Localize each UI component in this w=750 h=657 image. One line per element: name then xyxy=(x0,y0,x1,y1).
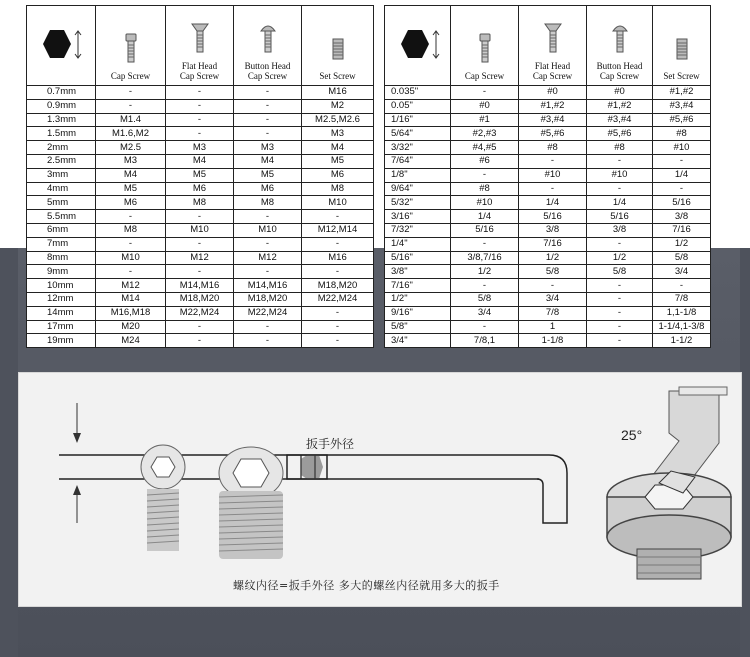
table-row xyxy=(385,113,711,127)
button-head-screw-icon xyxy=(259,23,277,53)
screw-size-cell: - xyxy=(587,154,653,168)
table-row xyxy=(27,113,374,127)
screw-size-cell: - xyxy=(166,127,234,141)
screw-size-cell: #10 xyxy=(653,141,711,155)
hex-size-cell: 5/64" xyxy=(385,127,451,141)
screw-size-cell: - xyxy=(96,99,166,113)
screw-size-cell: #1 xyxy=(451,113,519,127)
imperial-size-table xyxy=(384,5,711,348)
header-label: Set Screw xyxy=(319,71,356,81)
header-label-line2: Cap Screw xyxy=(532,71,573,81)
screw-size-cell: 1/4 xyxy=(451,210,519,224)
table-row xyxy=(385,154,711,168)
screw-size-cell: - xyxy=(234,113,302,127)
screw-size-cell: 3/8,7/16 xyxy=(451,251,519,265)
table-header-row xyxy=(385,6,711,86)
screw-size-cell: #10 xyxy=(451,196,519,210)
table-row xyxy=(27,141,374,155)
imperial-table-body xyxy=(385,86,711,348)
screw-size-cell: 1-1/8 xyxy=(519,334,587,348)
screw-size-cell: M3 xyxy=(302,127,374,141)
screw-size-cell: - xyxy=(302,210,374,224)
table-row xyxy=(385,99,711,113)
screw-size-cell: 1/2 xyxy=(451,265,519,279)
screw-size-cell: #5,#6 xyxy=(519,127,587,141)
hex-size-cell: 7/64" xyxy=(385,154,451,168)
screw-size-cell: 5/8 xyxy=(653,251,711,265)
screw-size-cell: M4 xyxy=(96,168,166,182)
header-cap-screw xyxy=(96,6,166,86)
header-label-line1: Button Head xyxy=(244,61,291,71)
table-row xyxy=(27,99,374,113)
screw-size-cell: #5,#6 xyxy=(653,113,711,127)
screw-size-cell: #1,#2 xyxy=(519,99,587,113)
screw-size-cell: #8 xyxy=(653,127,711,141)
hex-size-cell: 7/16" xyxy=(385,279,451,293)
screw-size-cell: #0 xyxy=(451,99,519,113)
usage-diagram-panel xyxy=(18,372,742,607)
screw-size-cell: 5/16 xyxy=(519,210,587,224)
hex-size-cell: 10mm xyxy=(27,279,96,293)
hex-size-cell: 9/16" xyxy=(385,306,451,320)
screw-size-cell: M5 xyxy=(302,154,374,168)
table-row xyxy=(27,223,374,237)
screw-size-cell: M10 xyxy=(96,251,166,265)
hex-key-icon xyxy=(397,28,443,64)
screw-size-cell: 7/16 xyxy=(653,223,711,237)
screw-size-cell: - xyxy=(587,292,653,306)
screw-size-cell: M22,M24 xyxy=(302,292,374,306)
screw-size-cell: 1/4 xyxy=(587,196,653,210)
angled-wrench-illustration xyxy=(607,387,731,579)
hex-size-cell: 7/32" xyxy=(385,223,451,237)
screw-size-cell: M6 xyxy=(96,196,166,210)
table-row xyxy=(27,127,374,141)
screw-size-cell: - xyxy=(587,306,653,320)
screw-size-cell: 3/4 xyxy=(519,292,587,306)
screw-size-cell: M10 xyxy=(302,196,374,210)
header-label-line2: Cap Screw xyxy=(247,71,288,81)
table-row xyxy=(385,196,711,210)
screw-size-cell: 1/4 xyxy=(519,196,587,210)
large-screw-illustration xyxy=(219,447,283,559)
screw-size-cell: - xyxy=(96,237,166,251)
frame-left-edge xyxy=(0,248,18,657)
hex-size-cell: 1.3mm xyxy=(27,113,96,127)
screw-size-cell: - xyxy=(234,210,302,224)
screw-size-cell: M6 xyxy=(302,168,374,182)
hex-size-cell: 6mm xyxy=(27,223,96,237)
header-button-head-cap-screw xyxy=(587,6,653,86)
screw-size-cell: #1,#2 xyxy=(587,99,653,113)
screw-size-cell: 3/8 xyxy=(587,223,653,237)
screw-size-cell: M18,M20 xyxy=(166,292,234,306)
hex-size-cell: 17mm xyxy=(27,320,96,334)
screw-size-cell: M6 xyxy=(234,182,302,196)
screw-size-cell: 1-1/4,1-3/8 xyxy=(653,320,711,334)
screw-size-cell: - xyxy=(519,279,587,293)
table-row xyxy=(27,168,374,182)
hex-size-cell: 12mm xyxy=(27,292,96,306)
screw-size-cell: - xyxy=(451,86,519,100)
screw-size-cell: 3/8 xyxy=(519,223,587,237)
header-set-screw xyxy=(302,6,374,86)
screw-size-cell: M8 xyxy=(96,223,166,237)
table-row xyxy=(385,306,711,320)
header-label-line1: Flat Head xyxy=(181,61,218,71)
table-row xyxy=(385,320,711,334)
table-row xyxy=(385,86,711,100)
screw-size-cell: M8 xyxy=(166,196,234,210)
screw-size-cell: - xyxy=(166,86,234,100)
screw-size-cell: #3,#4 xyxy=(587,113,653,127)
screw-size-cell: - xyxy=(451,320,519,334)
screw-size-cell: M24 xyxy=(96,334,166,348)
screw-size-cell: M18,M20 xyxy=(302,279,374,293)
hex-size-cell: 5.5mm xyxy=(27,210,96,224)
screw-size-cell: - xyxy=(166,237,234,251)
screw-size-cell: M4 xyxy=(166,154,234,168)
table-row xyxy=(27,265,374,279)
screw-size-cell: - xyxy=(587,279,653,293)
hex-size-cell: 3/32" xyxy=(385,141,451,155)
hex-size-cell: 1/2" xyxy=(385,292,451,306)
screw-size-cell: #6 xyxy=(451,154,519,168)
hex-key-icon xyxy=(39,28,85,64)
hex-size-cell: 0.035" xyxy=(385,86,451,100)
screw-size-cell: 3/4 xyxy=(451,306,519,320)
table-row xyxy=(385,279,711,293)
table-header-row xyxy=(27,6,374,86)
screw-size-cell: #10 xyxy=(519,168,587,182)
header-label: Cap Screw xyxy=(110,71,151,81)
screw-size-cell: - xyxy=(451,279,519,293)
screw-size-cell: - xyxy=(653,182,711,196)
screw-size-cell: #2,#3 xyxy=(451,127,519,141)
screw-size-cell: #8 xyxy=(519,141,587,155)
screw-size-cell: - xyxy=(587,320,653,334)
cap-screw-icon xyxy=(124,33,138,63)
screw-size-cell: 3/8 xyxy=(653,210,711,224)
hex-size-cell: 9/64" xyxy=(385,182,451,196)
metric-size-table xyxy=(26,5,374,348)
screw-size-cell: M10 xyxy=(234,223,302,237)
screw-size-cell: #5,#6 xyxy=(587,127,653,141)
small-screw-illustration xyxy=(141,445,185,551)
screw-size-cell: - xyxy=(587,334,653,348)
screw-size-cell: M3 xyxy=(234,141,302,155)
flat-head-screw-icon xyxy=(544,23,562,53)
screw-size-cell: - xyxy=(234,334,302,348)
header-label-line2: Cap Screw xyxy=(179,71,220,81)
screw-size-cell: - xyxy=(234,99,302,113)
screw-size-cell: 7/8,1 xyxy=(451,334,519,348)
screw-size-cell: M16,M18 xyxy=(96,306,166,320)
screw-size-cell: - xyxy=(302,334,374,348)
screw-size-cell: #0 xyxy=(587,86,653,100)
set-screw-icon xyxy=(330,33,346,63)
header-label: Set Screw xyxy=(663,71,700,81)
header-flat-head-cap-screw xyxy=(519,6,587,86)
table-row xyxy=(27,306,374,320)
screw-size-cell: 7/16 xyxy=(519,237,587,251)
hex-size-cell: 7mm xyxy=(27,237,96,251)
screw-size-cell: - xyxy=(96,210,166,224)
table-row xyxy=(27,279,374,293)
screw-size-cell: - xyxy=(166,99,234,113)
hex-size-cell: 3/16" xyxy=(385,210,451,224)
screw-size-cell: M2 xyxy=(302,99,374,113)
screw-size-cell: - xyxy=(451,237,519,251)
hex-size-cell: 5mm xyxy=(27,196,96,210)
screw-size-cell: - xyxy=(166,334,234,348)
table-row xyxy=(385,141,711,155)
screw-size-cell: M6 xyxy=(166,182,234,196)
screw-size-cell: - xyxy=(451,168,519,182)
angle-label: 25° xyxy=(621,427,643,443)
table-row xyxy=(27,237,374,251)
screw-size-cell: M5 xyxy=(166,168,234,182)
table-row xyxy=(385,223,711,237)
screw-size-cell: 5/8 xyxy=(519,265,587,279)
screw-size-cell: - xyxy=(653,154,711,168)
screw-size-cell: 7/8 xyxy=(519,306,587,320)
screw-size-cell: M2.5,M2.6 xyxy=(302,113,374,127)
screw-size-cell: 1,1-1/8 xyxy=(653,306,711,320)
screw-size-cell: - xyxy=(587,182,653,196)
screw-size-cell: - xyxy=(166,210,234,224)
screw-size-cell: - xyxy=(234,127,302,141)
header-label-line1: Flat Head xyxy=(534,61,571,71)
hex-size-cell: 2.5mm xyxy=(27,154,96,168)
screw-size-cell: #8 xyxy=(587,141,653,155)
screw-size-cell: M20 xyxy=(96,320,166,334)
hex-size-cell: 0.9mm xyxy=(27,99,96,113)
hex-size-cell: 1/4" xyxy=(385,237,451,251)
screw-size-cell: - xyxy=(166,113,234,127)
screw-size-cell: 1/2 xyxy=(519,251,587,265)
header-label-line2: Cap Screw xyxy=(599,71,640,81)
table-row xyxy=(27,210,374,224)
screw-size-cell: #0 xyxy=(519,86,587,100)
screw-size-cell: M3 xyxy=(166,141,234,155)
hex-size-cell: 5/16" xyxy=(385,251,451,265)
screw-size-cell: - xyxy=(234,265,302,279)
screw-size-cell: - xyxy=(234,86,302,100)
screw-size-cell: M10 xyxy=(166,223,234,237)
hex-size-cell: 3/4" xyxy=(385,334,451,348)
screw-size-cell: M16 xyxy=(302,86,374,100)
screw-size-cell: 3/4 xyxy=(653,265,711,279)
table-row xyxy=(27,86,374,100)
screw-size-cell: M3 xyxy=(96,154,166,168)
table-row xyxy=(27,154,374,168)
hex-size-cell: 8mm xyxy=(27,251,96,265)
screw-size-cell: 5/8 xyxy=(587,265,653,279)
hex-size-cell: 0.05" xyxy=(385,99,451,113)
screw-size-cell: M14 xyxy=(96,292,166,306)
table-row xyxy=(27,320,374,334)
screw-size-cell: - xyxy=(302,265,374,279)
hex-size-cell: 5/32" xyxy=(385,196,451,210)
screw-size-cell: - xyxy=(519,182,587,196)
screw-size-cell: #8 xyxy=(451,182,519,196)
header-button-head-cap-screw xyxy=(234,6,302,86)
hex-key-header-cell xyxy=(385,6,451,86)
table-row xyxy=(385,168,711,182)
flat-head-screw-icon xyxy=(191,23,209,53)
hex-size-cell: 9mm xyxy=(27,265,96,279)
header-cap-screw xyxy=(451,6,519,86)
header-label-line1: Button Head xyxy=(596,61,643,71)
table-row xyxy=(27,292,374,306)
table-row xyxy=(27,251,374,265)
hex-key-header-cell xyxy=(27,6,96,86)
screw-size-cell: - xyxy=(96,86,166,100)
header-label: Cap Screw xyxy=(464,71,505,81)
screw-size-cell: M14,M16 xyxy=(234,279,302,293)
screw-size-cell: #10 xyxy=(587,168,653,182)
cap-screw-icon xyxy=(478,33,492,63)
hex-size-cell: 19mm xyxy=(27,334,96,348)
screw-size-cell: M12 xyxy=(96,279,166,293)
hex-size-cell: 1/8" xyxy=(385,168,451,182)
screw-size-cell: - xyxy=(653,279,711,293)
screw-size-cell: 5/8 xyxy=(451,292,519,306)
screw-size-cell: - xyxy=(587,237,653,251)
button-head-screw-icon xyxy=(611,23,629,53)
hex-size-cell: 3mm xyxy=(27,168,96,182)
screw-size-cell: #4,#5 xyxy=(451,141,519,155)
screw-size-cell: M1.4 xyxy=(96,113,166,127)
screw-size-cell: - xyxy=(302,320,374,334)
table-row xyxy=(385,210,711,224)
screw-size-cell: M22,M24 xyxy=(166,306,234,320)
screw-size-cell: 5/16 xyxy=(587,210,653,224)
table-row xyxy=(27,334,374,348)
metric-table-body xyxy=(27,86,374,348)
table-row xyxy=(385,334,711,348)
table-row xyxy=(385,251,711,265)
screw-size-cell: M8 xyxy=(302,182,374,196)
header-set-screw xyxy=(653,6,711,86)
screw-size-cell: M1.6,M2 xyxy=(96,127,166,141)
screw-size-cell: M14,M16 xyxy=(166,279,234,293)
screw-size-cell: M12,M14 xyxy=(302,223,374,237)
screw-size-cell: M5 xyxy=(96,182,166,196)
hex-size-cell: 14mm xyxy=(27,306,96,320)
screw-size-cell: M16 xyxy=(302,251,374,265)
table-row xyxy=(385,237,711,251)
screw-size-cell: M5 xyxy=(234,168,302,182)
screw-size-cell: 1/2 xyxy=(653,237,711,251)
screw-size-cell: 1 xyxy=(519,320,587,334)
table-row xyxy=(385,182,711,196)
hex-size-cell: 1.5mm xyxy=(27,127,96,141)
screw-size-cell: M22,M24 xyxy=(234,306,302,320)
hex-size-cell: 3/8" xyxy=(385,265,451,279)
screw-size-cell: M18,M20 xyxy=(234,292,302,306)
diagram-caption: 螺纹内径=扳手外径 多大的螺丝内径就用多大的扳手 xyxy=(233,579,500,592)
wrench-outer-diameter-label: 扳手外径 xyxy=(306,437,355,451)
screw-size-cell: M4 xyxy=(302,141,374,155)
screw-size-cell: - xyxy=(96,265,166,279)
screw-size-cell: #3,#4 xyxy=(519,113,587,127)
screw-size-cell: 1/4 xyxy=(653,168,711,182)
screw-size-cell: - xyxy=(166,265,234,279)
table-row xyxy=(27,182,374,196)
table-row xyxy=(385,127,711,141)
screw-size-cell: M12 xyxy=(234,251,302,265)
screw-size-cell: M2.5 xyxy=(96,141,166,155)
screw-size-cell: 5/16 xyxy=(653,196,711,210)
screw-size-cell: - xyxy=(519,154,587,168)
screw-size-cell: - xyxy=(302,306,374,320)
hex-size-cell: 2mm xyxy=(27,141,96,155)
hex-size-cell: 1/16" xyxy=(385,113,451,127)
wrench-diagram xyxy=(19,373,741,606)
screw-size-cell: - xyxy=(234,320,302,334)
hex-size-cell: 5/8" xyxy=(385,320,451,334)
screw-size-cell: - xyxy=(234,237,302,251)
screw-size-cell: M12 xyxy=(166,251,234,265)
screw-size-cell: #1,#2 xyxy=(653,86,711,100)
hex-size-cell: 4mm xyxy=(27,182,96,196)
screw-size-cell: 5/16 xyxy=(451,223,519,237)
set-screw-icon xyxy=(674,33,690,63)
table-row xyxy=(385,265,711,279)
screw-size-cell: - xyxy=(302,237,374,251)
screw-size-cell: 7/8 xyxy=(653,292,711,306)
table-row xyxy=(385,292,711,306)
screw-size-cell: 1/2 xyxy=(587,251,653,265)
screw-size-cell: - xyxy=(166,320,234,334)
screw-size-cell: 1-1/2 xyxy=(653,334,711,348)
screw-size-cell: M4 xyxy=(234,154,302,168)
table-row xyxy=(27,196,374,210)
hex-size-cell: 0.7mm xyxy=(27,86,96,100)
screw-size-cell: M8 xyxy=(234,196,302,210)
header-flat-head-cap-screw xyxy=(166,6,234,86)
screw-size-cell: #3,#4 xyxy=(653,99,711,113)
